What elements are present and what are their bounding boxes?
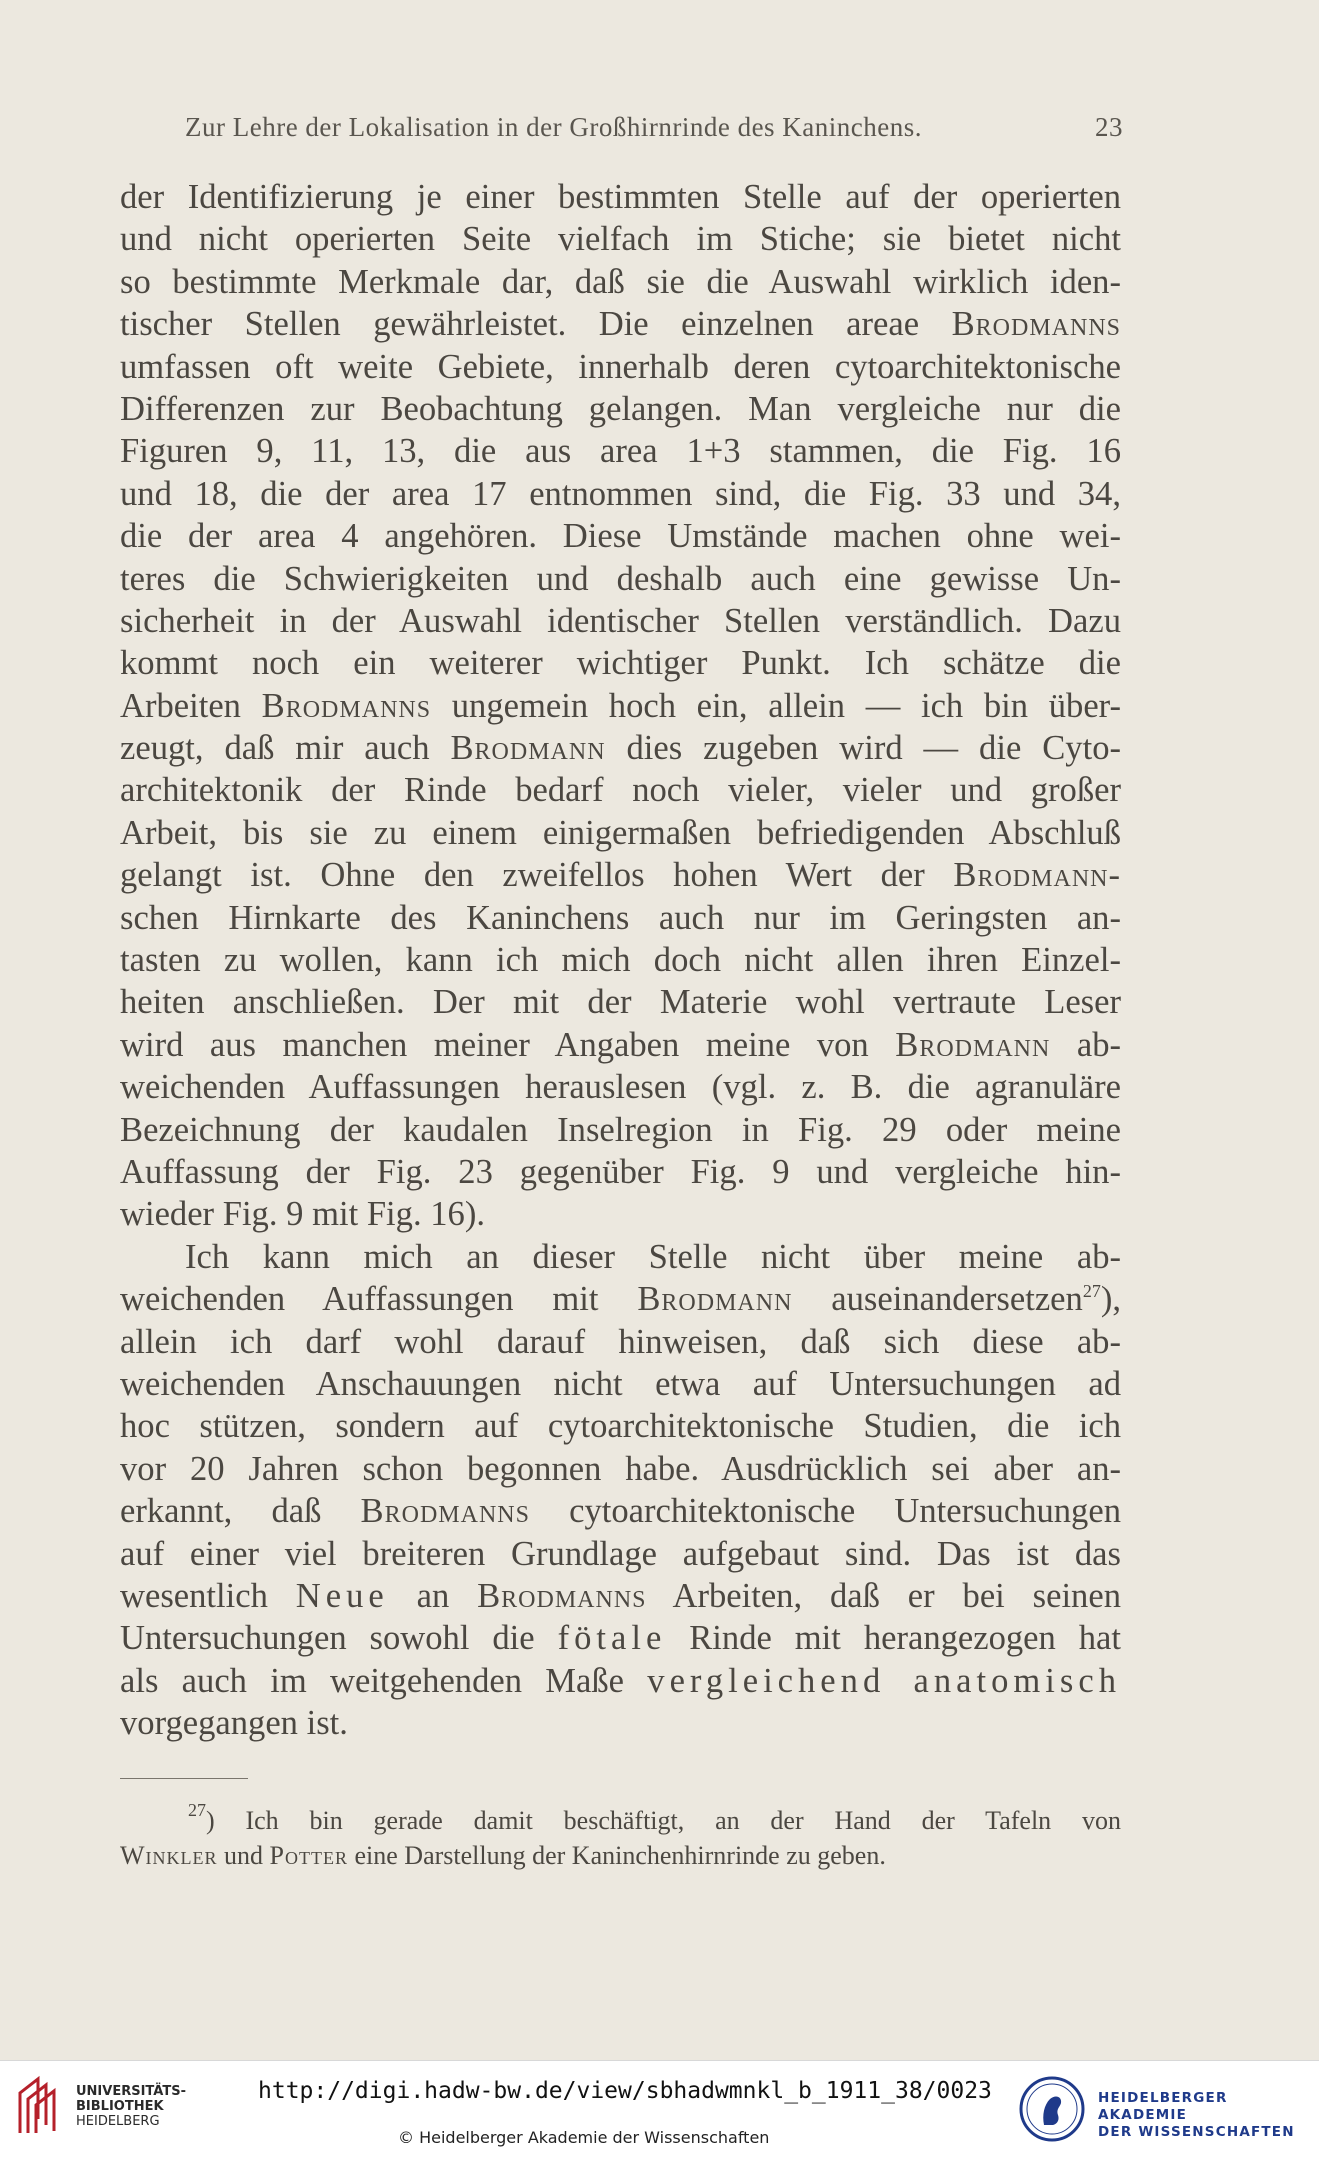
text-line: sicherheit in der Auswahl identischer Stellen verständlich. Dazu bbox=[120, 601, 1121, 640]
spaced-emphasis: fötale bbox=[557, 1619, 667, 1658]
text-line: tischer Stellen gewährleistet. Die einzelnen areae Brodmanns bbox=[120, 305, 1121, 344]
text-line: wesentlich Neue an Brodmanns Arbeiten, daß er bei seinen bbox=[120, 1576, 1121, 1615]
text-line: vorgegangen ist. bbox=[120, 1704, 348, 1743]
text-line: architektonik der Rinde bedarf noch vieler, vieler und großer bbox=[120, 771, 1121, 810]
library-name: UNIVERSITÄTS- BIBLIOTHEK HEIDELBERG bbox=[76, 2084, 186, 2129]
author-name: Brodmanns bbox=[360, 1492, 530, 1531]
author-name: Brodmann bbox=[895, 1025, 1051, 1064]
text-line: Untersuchungen sowohl die fötale Rinde mit herangezogen hat bbox=[120, 1619, 1121, 1658]
text-line: allein ich darf wohl darauf hinweisen, daß sich diese ab- bbox=[120, 1322, 1121, 1361]
author-name: Brodmanns bbox=[261, 686, 432, 725]
text-line: Differenzen zur Beobachtung gelangen. Man vergleiche nur die bbox=[120, 389, 1121, 428]
copyright-notice: © Heidelberger Akademie der Wissenschaften bbox=[398, 2128, 770, 2147]
running-title: Zur Lehre der Lokalisation in der Großhirnrinde des Kaninchens. bbox=[185, 112, 923, 142]
text-line: der Identifizierung je einer bestimmten Stelle auf der operierten bbox=[120, 178, 1121, 216]
text-line: Arbeiten Brodmanns ungemein hoch ein, allein — ich bin über- bbox=[120, 686, 1122, 725]
text-line: schen Hirnkarte des Kaninchens auch nur im Geringsten an- bbox=[120, 898, 1121, 937]
text-line: die der area 4 angehören. Diese Umstände machen ohne wei- bbox=[120, 517, 1121, 556]
text-line: vor 20 Jahren schon begonnen habe. Ausdrücklich sei aber an- bbox=[120, 1449, 1121, 1488]
permalink-url[interactable]: http://digi.hadw-bw.de/view/sbhadwmnkl_b_1911_38/0023 bbox=[258, 2078, 992, 2104]
text-line: heiten anschließen. Der mit der Materie wohl vertraute Leser bbox=[120, 983, 1121, 1022]
body-text bbox=[120, 176, 1121, 1744]
text-line: Bezeichnung der kaudalen Inselregion in Fig. 29 oder meine bbox=[120, 1110, 1121, 1149]
author-name: Brodmanns bbox=[477, 1576, 647, 1615]
text-line: und nicht operierten Seite vielfach im Stiche; sie bietet nicht bbox=[120, 220, 1121, 259]
author-name: Potter bbox=[269, 1841, 348, 1870]
text-line: wird aus manchen meiner Angaben meine von Brodmann ab- bbox=[120, 1025, 1122, 1064]
text-line: Auffassung der Fig. 23 gegenüber Fig. 9 und vergleiche hin- bbox=[120, 1152, 1121, 1191]
text-line: umfassen oft weite Gebiete, innerhalb deren cytoarchitektonische bbox=[120, 347, 1121, 386]
text-line: zeugt, daß mir auch Brodmann dies zugeben wird — die Cyto- bbox=[120, 729, 1121, 768]
text-line: als auch im weitgehenden Maße vergleichend anatomisch bbox=[120, 1661, 1121, 1700]
text-line: gelangt ist. Ohne den zweifellos hohen Wert der Brodmann- bbox=[120, 856, 1121, 895]
footnote-mark: 27 bbox=[188, 1800, 206, 1820]
author-name: Brodmann- bbox=[953, 856, 1121, 895]
footnote-line: $^{27}$) Ich bin gerade damit beschäftigt, an der Hand der Tafeln von bbox=[188, 1800, 1121, 1835]
text-line: kommt noch ein weiterer wichtiger Punkt. Ich schätze die bbox=[120, 644, 1121, 683]
text-line: weichenden Auffassungen herauslesen (vgl. z. B. die agranuläre bbox=[120, 1068, 1121, 1107]
footnote-divider bbox=[120, 1778, 248, 1779]
author-name: Brodmann bbox=[637, 1280, 793, 1319]
text-line: tasten zu wollen, kann ich mich doch nicht allen ihren Einzel- bbox=[120, 941, 1121, 980]
text-line: Arbeit, bis sie zu einem einigermaßen befriedigenden Abschluß bbox=[120, 813, 1121, 852]
text-line: erkannt, daß Brodmanns cytoarchitektonische Untersuchungen bbox=[120, 1492, 1121, 1531]
author-name: Winkler bbox=[120, 1841, 218, 1870]
spaced-emphasis: Neue bbox=[295, 1576, 389, 1615]
author-name: Brodmanns bbox=[951, 305, 1121, 344]
text-line: teres die Schwierigkeiten und deshalb auch eine gewisse Un- bbox=[120, 559, 1121, 598]
footnote bbox=[120, 1800, 1121, 1873]
text-line: wieder Fig. 9 mit Fig. 16). bbox=[120, 1195, 485, 1234]
spaced-emphasis: vergleichend anatomisch bbox=[647, 1661, 1121, 1700]
text-line: Ich kann mich an dieser Stelle nicht über meine ab- bbox=[185, 1237, 1121, 1276]
text-line: weichenden Anschauungen nicht etwa auf Untersuchungen ad bbox=[120, 1364, 1121, 1403]
text-line: Figuren 9, 11, 13, die aus area 1+3 stammen, die Fig. 16 bbox=[120, 432, 1121, 471]
text-line: auf einer viel breiteren Grundlage aufgebaut sind. Das ist das bbox=[120, 1534, 1121, 1573]
text-line: weichenden Auffassungen mit Brodmann auseinandersetzen$^{27}$), bbox=[120, 1280, 1121, 1319]
hadw-logo-icon[interactable] bbox=[1018, 2075, 1086, 2143]
text-line: und 18, die der area 17 entnommen sind, die Fig. 33 und 34, bbox=[120, 474, 1121, 513]
text-line: so bestimmte Merkmale dar, daß sie die Auswahl wirklich iden- bbox=[120, 262, 1121, 301]
footnote-ref[interactable]: 27 bbox=[1082, 1281, 1101, 1302]
page-number: 23 bbox=[1095, 112, 1123, 142]
academy-name: HEIDELBERGER AKADEMIE DER WISSENSCHAFTEN bbox=[1098, 2090, 1295, 2140]
author-name: Brodmann bbox=[450, 729, 606, 768]
footnote-line: Winkler und Potter eine Darstellung der Kaninchenhirnrinde zu geben. bbox=[120, 1841, 886, 1870]
digitization-footer bbox=[0, 2060, 1319, 2158]
text-line: hoc stützen, sondern auf cytoarchitektonische Studien, die ich bbox=[120, 1407, 1121, 1446]
ub-logo-icon[interactable] bbox=[12, 2071, 72, 2141]
